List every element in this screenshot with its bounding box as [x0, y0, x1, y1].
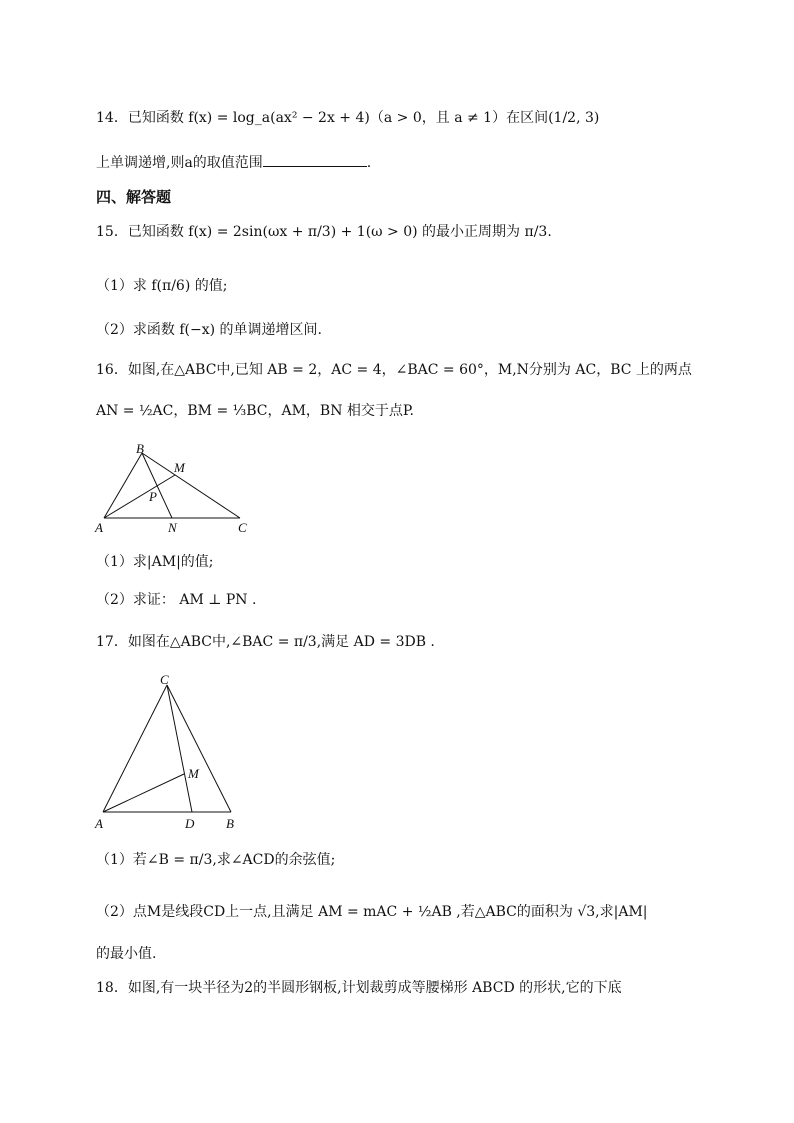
segment-am: [103, 774, 184, 812]
q15-part1: （1）求 f(π/6) 的值;: [96, 278, 228, 294]
answer-blank: [263, 152, 367, 167]
segment-cd: [167, 685, 192, 812]
label-a: A: [95, 520, 103, 535]
q16-part1: （1）求|AM|的值;: [96, 554, 214, 570]
label-m: M: [174, 460, 185, 475]
q17-stem: 17．如图在△ABC中,∠BAC = π/3,满足 AD = 3DB .: [96, 634, 435, 650]
q16-stem-line2: AN = ½AC，BM = ⅓BC，AM，BN 相交于点P.: [96, 403, 414, 419]
label-a: A: [95, 816, 103, 831]
edge-cb: [167, 685, 231, 812]
q15-stem: 15．已知函数 f(x) = 2sin(ωx + π/3) + 1(ω > 0) 的最小正周期为 π/3.: [96, 224, 552, 240]
q16-triangle-figure: [92, 440, 262, 540]
label-d: D: [185, 816, 195, 831]
section-heading: 四、解答题: [96, 188, 172, 206]
q17-part2-line1: （2）点M是线段CD上一点,且满足 AM = mAC + ½AB ,若△ABC的面积为 √3,求|AM|: [96, 904, 648, 920]
segment-am: [104, 475, 175, 518]
q17-part2-line2: 的最小值.: [96, 946, 157, 962]
q16-part2: （2）求证： AM ⊥ PN .: [96, 592, 257, 608]
q18-stem: 18．如图,有一块半径为2的半圆形钢板,计划裁剪成等腰梯形 ABCD 的形状,它的下底: [96, 980, 622, 996]
edge-ab: [104, 453, 142, 518]
label-c: C: [238, 520, 247, 535]
label-m: M: [188, 766, 199, 781]
label-c: C: [160, 672, 169, 687]
edge-ac: [103, 685, 167, 812]
q17-triangle-figure: [92, 670, 252, 835]
label-b: B: [136, 441, 144, 456]
q14-line2: [96, 152, 371, 173]
label-b: B: [226, 816, 234, 831]
label-n: N: [168, 520, 177, 535]
q14-line2-text: 上单调递增,则a的取值范围: [96, 155, 263, 171]
q14-line2-end: .: [366, 155, 372, 171]
q15-part2: （2）求函数 f(−x) 的单调递增区间.: [96, 322, 322, 338]
label-p: P: [149, 489, 157, 504]
q17-part1: （1）若∠B = π/3,求∠ACD的余弦值;: [96, 852, 336, 868]
q16-stem-line1: 16．如图,在△ABC中,已知 AB = 2，AC = 4，∠BAC = 60°，M,N分别为 AC，BC 上的两点: [96, 362, 692, 378]
q14-line1: 14．已知函数 f(x) = log_a(ax² − 2x + 4)（a > 0，且 a ≠ 1）在区间(1/2, 3): [96, 110, 600, 126]
